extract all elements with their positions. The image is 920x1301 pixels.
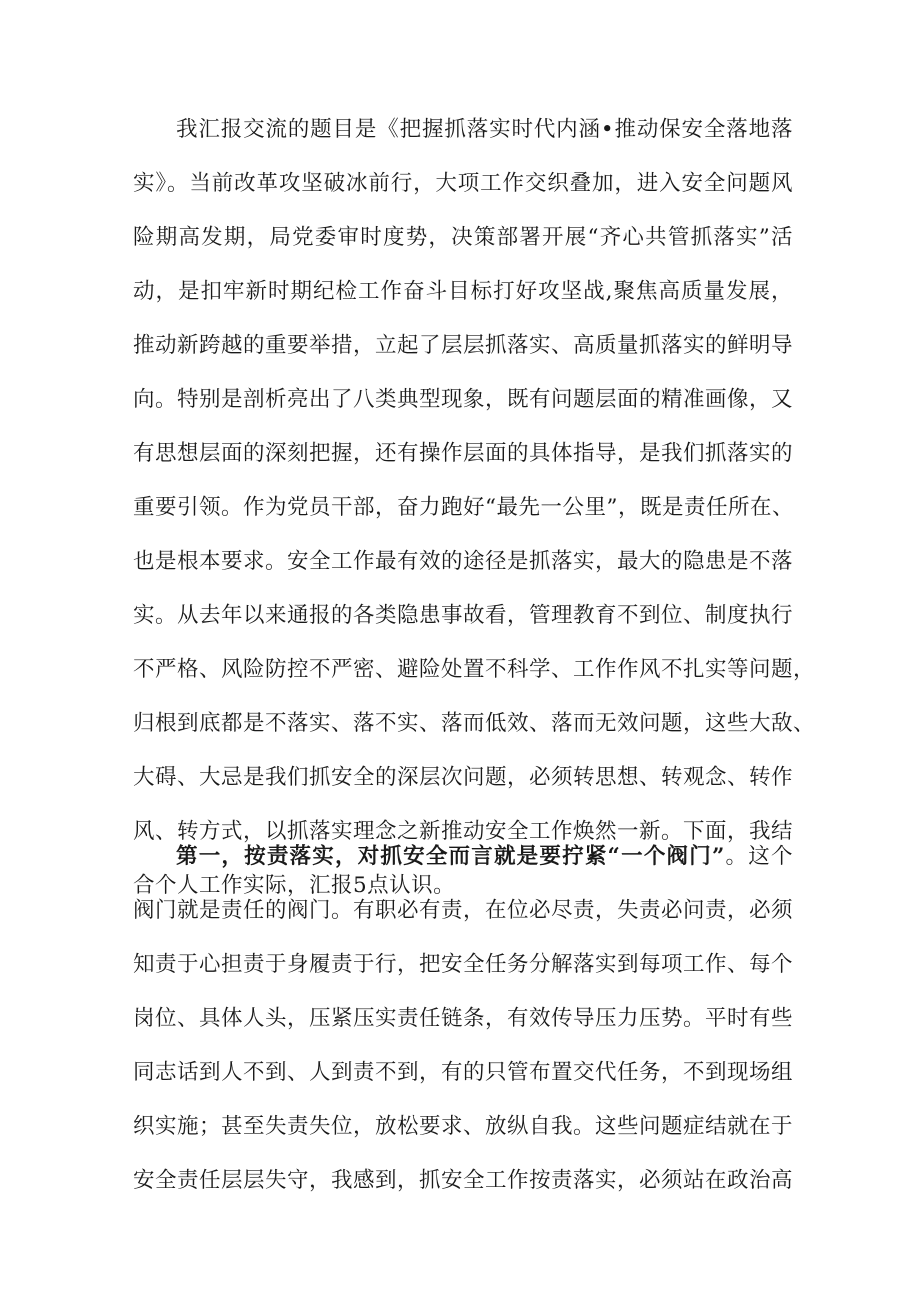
paragraph-1: [133, 103, 816, 913]
paragraph-line: 知责于心担责于身履责于行，把安全任务分解落实到每项工作、每个: [133, 952, 794, 977]
paragraph-line: 向。特别是剖析亮出了八类典型现象，既有问题层面的精准画像，又: [133, 387, 794, 412]
paragraph-line: 实》。当前改革攻坚破冰前行，大项工作交织叠加，进入安全问题风: [133, 171, 793, 196]
paragraph-line: 合个人工作实际，汇报5点认识。: [133, 873, 456, 898]
paragraph-line: 不严格、风险防控不严密、避险处置不科学、工作作风不扎实等问题，: [133, 657, 816, 682]
paragraph-line: 我汇报交流的题目是《把握抓落实时代内涵•推动保安全落地落: [176, 117, 793, 142]
paragraph-line: 实。从去年以来通报的各类隐患事故看，管理教育不到位、制度执行: [133, 603, 794, 628]
paragraph-line: 归根到底都是不落实、落不实、落而低效、落而无效问题，这些大敌、: [133, 711, 816, 736]
paragraph-line: 动，是扣牢新时期纪检工作奋斗目标打好攻坚战,聚焦高质量发展，: [133, 279, 793, 304]
paragraph-line: 岗位、具体人头，压紧压实责任链条，有效传导压力压势。平时有些: [133, 1006, 794, 1031]
section-heading-line: [133, 830, 793, 884]
paragraph-line: 阀门就是责任的阀门。有职必有责，在位必尽责，失责必问责，必须: [133, 898, 794, 923]
paragraph-2: [133, 830, 793, 1208]
paragraph-line: 织实施；甚至失责失位，放松要求、放纵自我。这些问题症结就在于: [133, 1114, 794, 1139]
paragraph-line: 有思想层面的深刻把握，还有操作层面的具体指导，是我们抓落实的: [133, 441, 794, 466]
section-heading: 第一，按责落实，对抓安全而言就是要拧紧“一个阀门”: [176, 844, 725, 869]
heading-tail: 。这个: [724, 844, 793, 869]
paragraph-line: 重要引领。作为党员干部，奋力跑好“最先一公里”，既是责任所在、: [133, 495, 794, 520]
paragraph-line: 大碍、大忌是我们抓安全的深层次问题，必须转思想、转观念、转作: [133, 765, 794, 790]
paragraph-line: 险期高发期，局党委审时度势，决策部署开展“齐心共管抓落实”活: [133, 225, 793, 250]
paragraph-line: 安全责任层层失守，我感到，抓安全工作按责落实，必须站在政治高: [133, 1168, 794, 1193]
paragraph-line: 推动新跨越的重要举措，立起了层层抓落实、高质量抓落实的鲜明导: [133, 333, 794, 358]
paragraph-line: 同志话到人不到、人到责不到，有的只管布置交代任务，不到现场组: [133, 1060, 794, 1085]
paragraph-line: 也是根本要求。安全工作最有效的途径是抓落实，最大的隐患是不落: [133, 549, 794, 574]
paragraph-line: 风、转方式，以抓落实理念之新推动安全工作焕然一新。下面，我结: [133, 819, 794, 844]
